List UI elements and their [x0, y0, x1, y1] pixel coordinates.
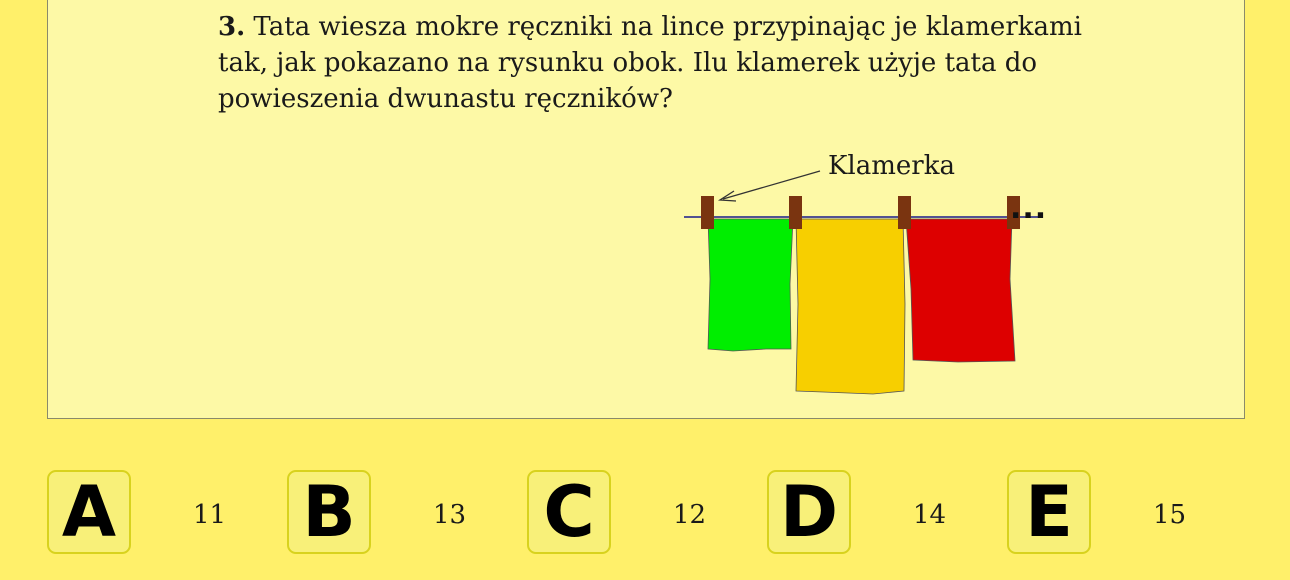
answer-a-button[interactable]: A	[47, 470, 131, 554]
answer-e-button[interactable]: E	[1007, 470, 1091, 554]
answer-d-value: 14	[913, 500, 947, 530]
clothespin	[789, 196, 802, 229]
clothespin-label: Klamerka	[828, 151, 955, 181]
answer-d-button[interactable]: D	[767, 470, 851, 554]
question-number: 3.	[218, 12, 246, 42]
towel-figure	[638, 139, 1058, 409]
question-text	[218, 9, 1098, 117]
answer-c-value: 12	[673, 500, 707, 530]
answer-c-button[interactable]: C	[527, 470, 611, 554]
arrow-line	[723, 171, 820, 199]
clothespin	[701, 196, 714, 229]
answer-b-value: 13	[433, 500, 467, 530]
answer-e-value: 15	[1153, 500, 1187, 530]
continuation-dots: ...	[1010, 191, 1048, 226]
question-body: Tata wiesza mokre ręczniki na lince przypinając je klamerkami tak, jak pokazano na rysunku obok. Ilu klamerek użyje tata do powieszenia dwunastu ręczników?	[218, 12, 1082, 114]
answer-a-value: 11	[193, 500, 227, 530]
yellow-towel	[796, 219, 905, 394]
answer-b-button[interactable]: B	[287, 470, 371, 554]
question-panel	[47, 0, 1245, 419]
answer-options	[0, 470, 1290, 560]
clothespin	[898, 196, 911, 229]
green-towel	[708, 219, 793, 351]
red-towel	[906, 219, 1015, 362]
